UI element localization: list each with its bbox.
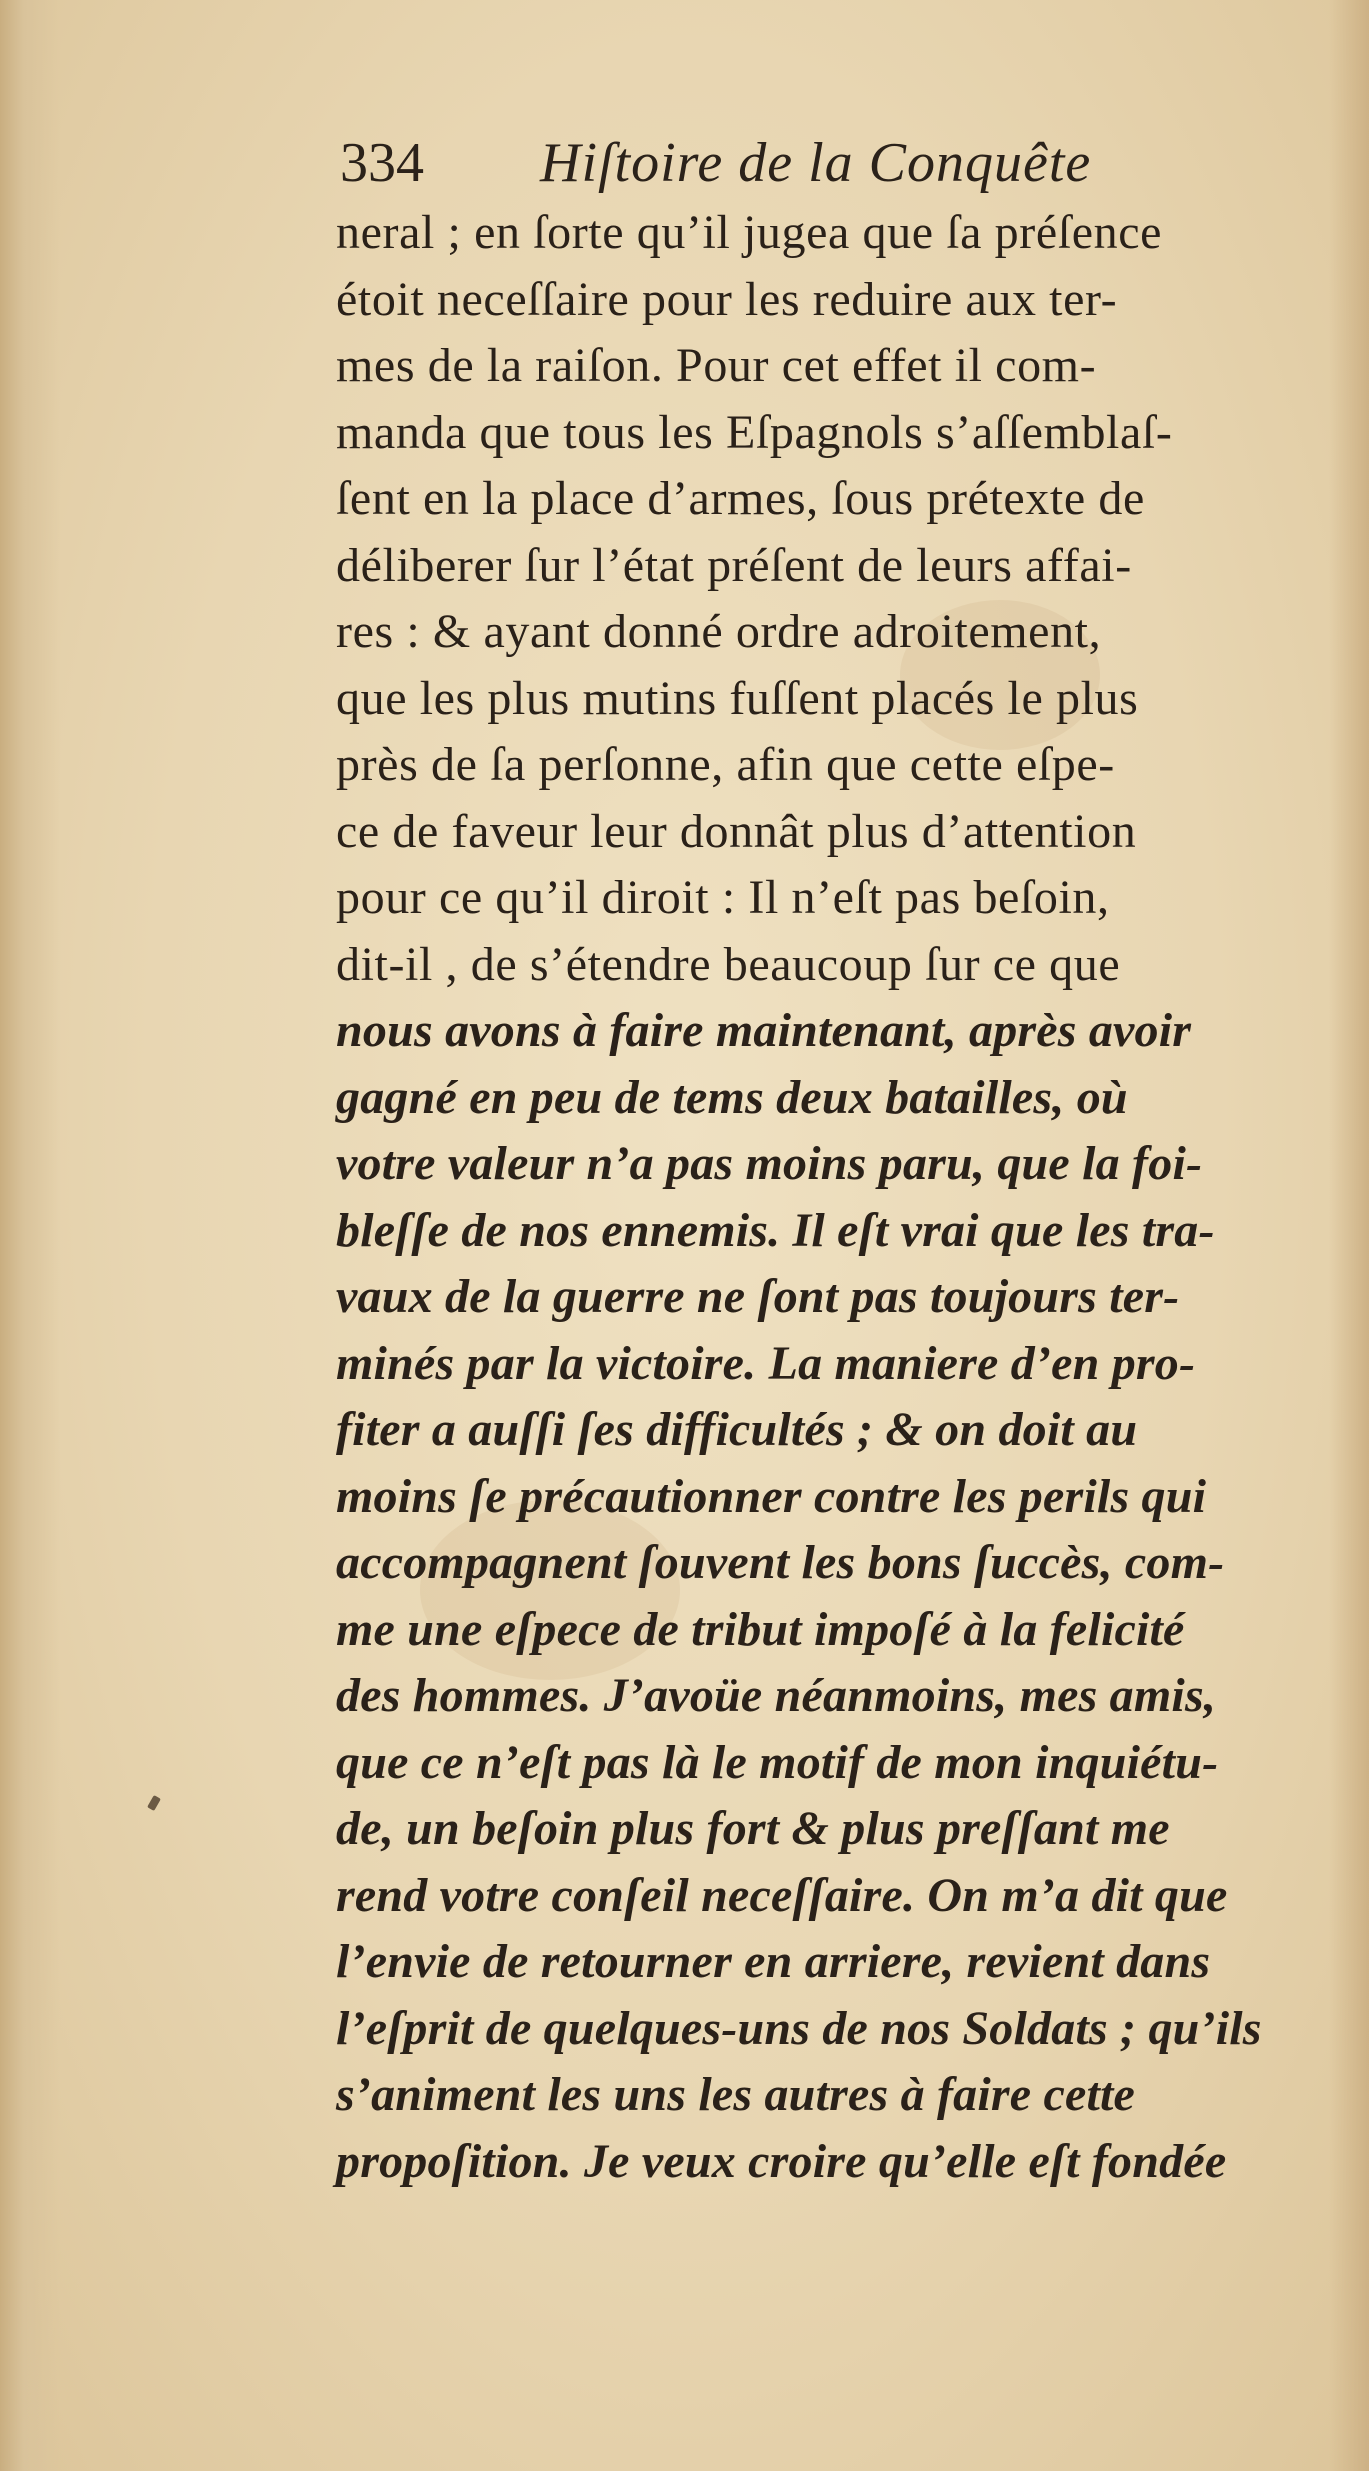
text-line: dit-il , de s’étendre beaucoup ſur ce que (336, 937, 1121, 991)
text-line: neral ; en ſorte qu’il jugea que ſa préſence (336, 206, 1163, 259)
text-line: l’envie de retourner en arriere, revient dans (336, 1935, 1211, 1988)
text-line: manda que tous les Eſpagnols s’aſſemblaſ- (336, 405, 1173, 459)
text-line: rend votre conſeil neceſſaire. On m’a dit que (336, 1868, 1228, 1922)
text-line: nous avons à faire maintenant, après avoir (336, 1004, 1192, 1057)
text-line: res : & ayant donné ordre adroitement, (336, 605, 1102, 658)
text-line: l’eſprit de quelques-uns de nos Soldats ; qu’ils (336, 2001, 1262, 2055)
text-line: votre valeur n’a pas moins paru, que la foi- (336, 1137, 1203, 1190)
text-line: de, un beſoin plus fort & plus preſſant me (336, 1802, 1170, 1855)
text-line: étoit neceſſaire pour les reduire aux ter- (336, 272, 1118, 326)
running-title: Hiſtoire de la Conquête (540, 132, 1092, 194)
text-line: que ce n’eſt pas là le motif de mon inquiétu- (336, 1735, 1219, 1789)
text-line: accompagnent ſouvent les bons ſuccès, com- (336, 1536, 1225, 1589)
text-line: bleſſe de nos ennemis. Il eſt vrai que les tra- (336, 1203, 1215, 1257)
text-line: s’animent les uns les autres à faire cette (336, 2068, 1136, 2121)
body-text (336, 200, 1336, 2195)
page-number: 334 (340, 132, 424, 194)
text-line: propoſition. Je veux croire qu’elle eſt fondée (336, 2134, 1227, 2188)
page-header (340, 128, 1330, 198)
text-line: déliberer ſur l’état préſent de leurs affai- (336, 538, 1132, 592)
text-line: des hommes. J’avoüe néanmoins, mes amis, (336, 1669, 1217, 1722)
text-line: fiter a auſſi ſes difficultés ; & on doit au (336, 1403, 1138, 1456)
text-line: ce de faveur leur donnât plus d’attention (336, 804, 1137, 858)
text-line: pour ce qu’il diroit : Il n’eſt pas beſoin, (336, 871, 1110, 924)
text-line: près de ſa perſonne, afin que cette eſpe- (336, 738, 1115, 791)
text-line: ſent en la place d’armes, ſous prétexte de (336, 472, 1145, 525)
text-line: minés par la victoire. La maniere d’en pro- (336, 1336, 1196, 1390)
text-line: vaux de la guerre ne ſont pas toujours ter- (336, 1270, 1180, 1323)
text-line: que les plus mutins fuſſent placés le plus (336, 671, 1139, 725)
ink-speck (147, 1795, 161, 1811)
text-line: mes de la raiſon. Pour cet effet il com- (336, 339, 1097, 392)
text-line: moins ſe précautionner contre les perils qui (336, 1469, 1207, 1523)
text-line: me une eſpece de tribut impoſé à la felicité (336, 1602, 1185, 1656)
text-line: gagné en peu de tems deux batailles, où (336, 1070, 1128, 1124)
page-gutter-shadow (0, 0, 60, 2471)
